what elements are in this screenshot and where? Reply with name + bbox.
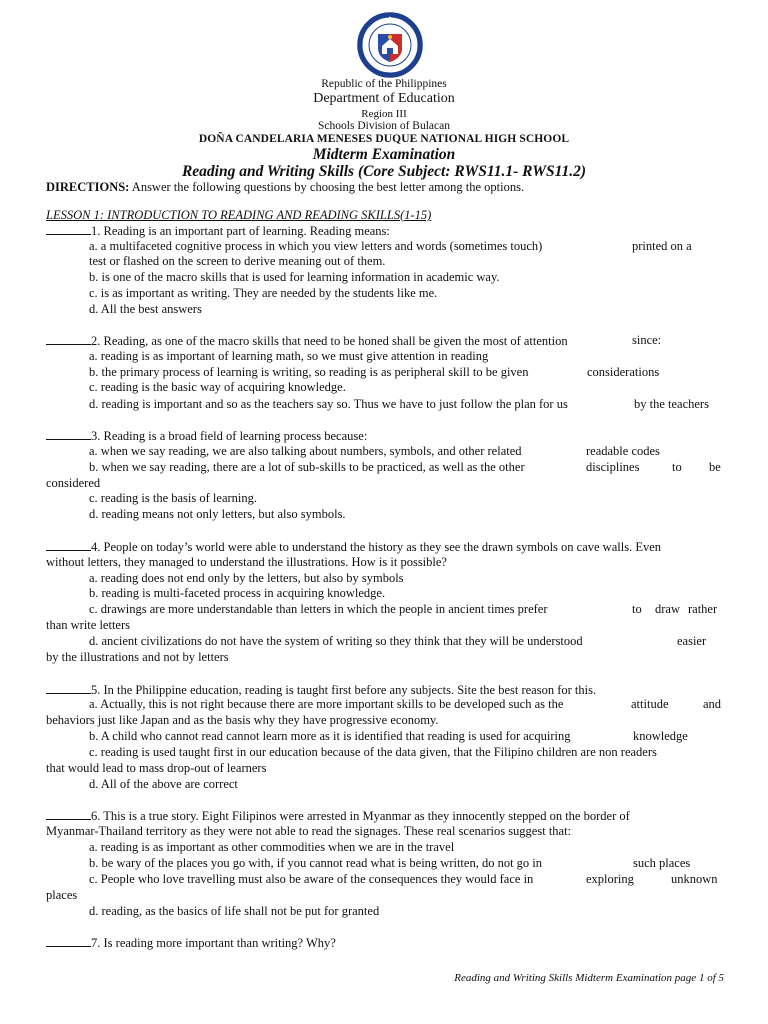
option-6d: d. reading, as the basics of life shall not be put for granted — [89, 904, 380, 918]
directions-text: Answer the following questions by choosing the best letter among the options. — [129, 180, 525, 194]
option-6b: b. be wary of the places you go with, if you cannot read what is being written, do not go in — [89, 856, 543, 870]
option-4a: a. reading does not end only by the letters, but also by symbols — [89, 571, 404, 585]
page-footer: Reading and Writing Skills Midterm Examination page 1 of 5 — [454, 972, 724, 984]
department-line: Department of Education — [313, 91, 455, 106]
republic-line: Republic of the Philippines — [321, 78, 447, 90]
option-4c-word-3: rather — [688, 602, 718, 616]
option-1c: c. is as important as writing. They are needed by the students like me. — [89, 286, 438, 300]
question-5: 5. In the Philippine education, reading is taught first before any subjects. Site the best reason for this. — [46, 682, 596, 698]
option-1a: a. a multifaceted cognitive process in which you view letters and words (sometimes touch) — [89, 239, 543, 253]
option-5b-tail: knowledge — [633, 729, 688, 743]
option-2b: b. the primary process of learning is writing, so reading is as peripheral skill to be given — [89, 365, 529, 379]
question-6-cont: Myanmar-Thailand territory as they were not able to read the signages. These real scenarios suggest that: — [46, 824, 572, 838]
question-7: 7. Is reading more important than writing? Why? — [46, 935, 336, 951]
lesson-title: LESSON 1: INTRODUCTION TO READING AND READING SKILLS(1-15) — [46, 208, 432, 222]
directions-label: DIRECTIONS: — [46, 180, 130, 194]
option-4c-word-1: to — [632, 602, 642, 616]
option-2c: c. reading is the basic way of acquiring knowledge. — [89, 380, 346, 394]
option-3b-word-3: be — [709, 460, 721, 474]
option-6c-word-2: unknown — [671, 872, 718, 886]
option-1a-tail: printed on a — [632, 239, 692, 253]
division-line: Schools Division of Bulacan — [318, 120, 450, 132]
option-4c: c. drawings are more understandable than letters in which the people in ancient times prefer — [89, 602, 548, 616]
option-6c-cont: places — [46, 888, 78, 902]
answer-blank — [46, 808, 91, 820]
option-2a: a. reading is as important of learning math, so we must give attention in reading — [89, 349, 489, 363]
option-3d: d. reading means not only letters, but also symbols. — [89, 507, 346, 521]
option-1d: d. All the best answers — [89, 302, 202, 316]
answer-blank — [46, 935, 91, 947]
question-2-tail: since: — [632, 333, 662, 347]
exam-title: Midterm Examination — [312, 146, 456, 163]
option-3b-word-1: disciplines — [586, 460, 640, 474]
option-4c-cont: than write letters — [46, 618, 130, 632]
option-5a-word-1: attitude — [631, 697, 669, 711]
option-2d: d. reading is important and so as the teachers say so. Thus we have to just follow the plan for us — [89, 397, 568, 411]
answer-blank — [46, 539, 91, 551]
school-name: DOÑA CANDELARIA MENESES DUQUE NATIONAL HIGH SCHOOL — [198, 133, 570, 145]
option-2d-tail: by the teachers — [634, 397, 709, 411]
answer-blank — [46, 333, 91, 345]
question-4-cont: without letters, they managed to understand the illustrations. How is it possible? — [46, 555, 447, 569]
answer-blank — [46, 223, 91, 235]
option-5c-cont: that would lead to mass drop-out of learners — [46, 761, 267, 775]
option-6c-word-1: exploring — [586, 872, 634, 886]
question-3: 3. Reading is a broad field of learning process because: — [46, 428, 367, 444]
option-5b: b. A child who cannot read cannot learn more as it is identified that reading is used for acquiring — [89, 729, 571, 743]
option-5d: d. All of the above are correct — [89, 777, 238, 791]
option-4d-cont: by the illustrations and not by letters — [46, 650, 229, 664]
option-5a-cont: behaviors just like Japan and as the basis why they have progressive economy. — [46, 713, 439, 727]
option-3b-cont: considered — [46, 476, 101, 490]
option-6a: a. reading is as important as other commodities when we are in the travel — [89, 840, 455, 854]
option-3b-word-2: to — [672, 460, 682, 474]
option-1b: b. is one of the macro skills that is used for learning information in academic way. — [89, 270, 500, 284]
option-6b-tail: such places — [633, 856, 691, 870]
question-2: 2. Reading, as one of the macro skills that need to be honed shall be given the most of attention — [46, 333, 568, 349]
deped-seal-logo — [357, 12, 423, 78]
option-2b-tail: considerations — [587, 365, 660, 379]
option-4b: b. reading is multi-faceted process in acquiring knowledge. — [89, 586, 386, 600]
region-line: Region III — [361, 108, 407, 120]
option-3a: a. when we say reading, we are also talking about numbers, symbols, and other related — [89, 444, 522, 458]
question-6: 6. This is a true story. Eight Filipinos were arrested in Myanmar as they innocently stepped on the border of — [46, 808, 630, 824]
option-1a-cont: test or flashed on the screen to derive meaning out of them. — [89, 254, 386, 268]
answer-blank — [46, 682, 91, 694]
option-5a-word-2: and — [703, 697, 722, 711]
option-3b: b. when we say reading, there are a lot of sub-skills to be practiced, as well as the other — [89, 460, 525, 474]
option-5c: c. reading is used taught first in our education because of the data given, that the Filipino children are non readers — [89, 745, 657, 759]
subject-title: Reading and Writing Skills (Core Subject: RWS11.1- RWS11.2) — [181, 163, 587, 180]
question-4: 4. People on today’s world were able to understand the history as they see the drawn symbols on cave walls. Even — [46, 539, 661, 555]
directions — [46, 180, 524, 195]
option-6c: c. People who love travelling must also be aware of the consequences they would face in — [89, 872, 534, 886]
option-3a-tail: readable codes — [586, 444, 660, 458]
answer-blank — [46, 428, 91, 440]
option-4d-tail: easier — [677, 634, 707, 648]
option-4d: d. ancient civilizations do not have the system of writing so they think that they will be understood — [89, 634, 583, 648]
option-5a: a. Actually, this is not right because there are more important skills to be developed such as the — [89, 697, 564, 711]
option-3c: c. reading is the basis of learning. — [89, 491, 258, 505]
option-4c-word-2: draw — [655, 602, 680, 616]
question-1: 1. Reading is an important part of learning. Reading means: — [46, 223, 390, 239]
